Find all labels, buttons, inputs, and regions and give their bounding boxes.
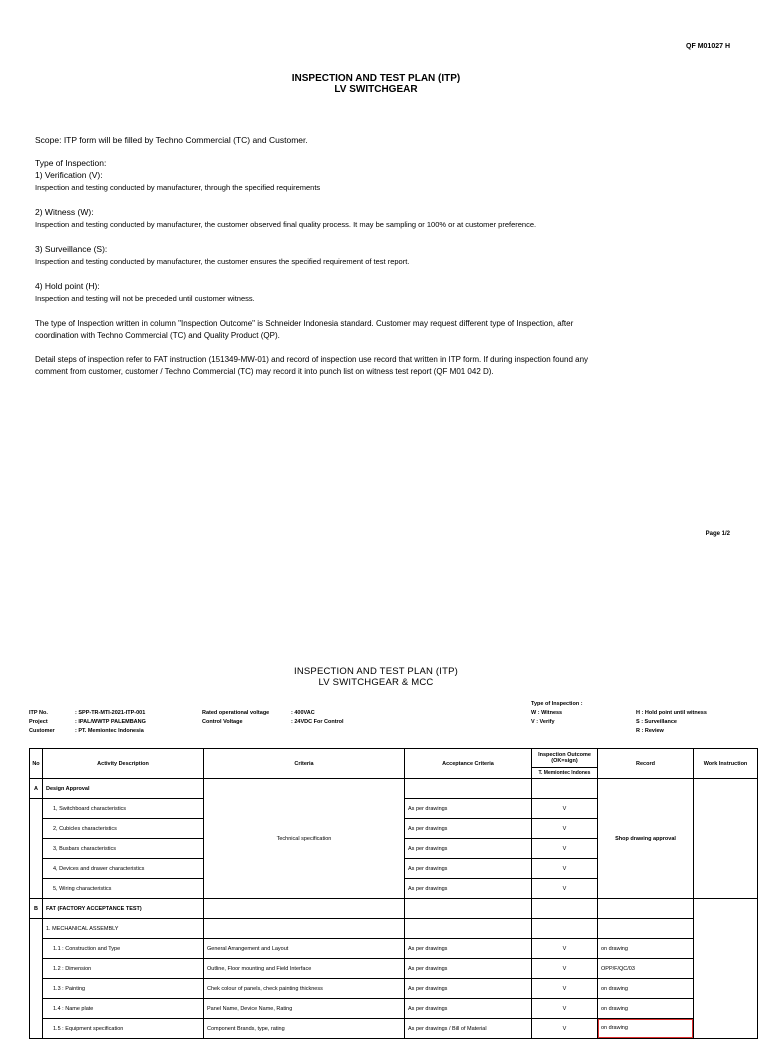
header-work: Work Instruction xyxy=(694,749,758,779)
itp-no-label: ITP No. xyxy=(29,710,48,716)
header-activity: Activity Description xyxy=(43,749,204,779)
note-1-line-2: coordination with Techno Commercial (TC) and Quality Product (QP). xyxy=(35,331,280,340)
note-2-line-2: comment from customer, customer / Techno Commercial (TC) may record it into punch list on witness test report (QF M01 042 D). xyxy=(35,367,494,376)
type-surveillance-text: Inspection and testing conducted by manufacturer, the customer ensures the specified requirement of test report. xyxy=(35,257,410,266)
header-criteria: Criteria xyxy=(204,749,405,779)
table-row xyxy=(30,1019,758,1039)
note-1-line-1: The type of Inspection written in column "Inspection Outcome" is Schneider Indonesia standard. Customer may request different type of Inspection, after xyxy=(35,319,574,328)
title-line-1: INSPECTION AND TEST PLAN (ITP) xyxy=(291,73,461,84)
empty-cell xyxy=(598,919,694,939)
page-title xyxy=(0,73,752,95)
page-number: Page 1/2 xyxy=(705,531,730,537)
title-line-2: LV SWITCHGEAR xyxy=(334,84,418,95)
table-row xyxy=(30,939,758,959)
header-acceptance: Acceptance Criteria xyxy=(405,749,532,779)
a-outcome: V xyxy=(532,839,598,859)
a-outcome: V xyxy=(532,859,598,879)
project-value: : IPAL/WWTP PALEMBANG xyxy=(75,719,146,725)
table-row xyxy=(30,919,758,939)
type-label: Type of Inspection : xyxy=(531,701,583,707)
legend-surveillance: S : Surveillance xyxy=(636,719,677,725)
a-activity: 3, Busbars characteristics xyxy=(43,839,204,859)
b-record: OPP/F/QC/03 xyxy=(598,959,694,979)
a-activity: 1, Switchboard characteristics xyxy=(43,799,204,819)
b-acceptance: As per drawings xyxy=(405,939,532,959)
empty-cell xyxy=(405,779,532,799)
type-hold-label: 4) Hold point (H): xyxy=(35,281,100,291)
type-witness-label: 2) Witness (W): xyxy=(35,207,94,217)
b-criteria: Chek colour of panels, check painting thickness xyxy=(204,979,405,999)
a-outcome: V xyxy=(532,879,598,899)
inspection-type-legend-2 xyxy=(636,709,707,736)
b-criteria: Outline, Floor mounting and Field Interface xyxy=(204,959,405,979)
itp-no-value: : SPP-TR-MTI-2021-ITP-001 xyxy=(75,710,146,716)
header-record: Record xyxy=(598,749,694,779)
b-acceptance: As per drawings xyxy=(405,959,532,979)
b-outcome: V xyxy=(532,939,598,959)
a-activity: 5, Wiring characteristics xyxy=(43,879,204,899)
b-outcome: V xyxy=(532,999,598,1019)
b-record: on drawing xyxy=(598,999,694,1019)
a-record: Shop drawing approval xyxy=(598,779,694,899)
empty-cell xyxy=(532,919,598,939)
legend-review: R : Review xyxy=(636,728,664,734)
b-criteria: Panel Name, Device Name, Rating xyxy=(204,999,405,1019)
meta-values xyxy=(75,709,146,736)
header-outcome xyxy=(532,749,598,779)
empty-cell xyxy=(405,919,532,939)
rated-voltage-value: : 400VAC xyxy=(291,710,315,716)
b-record: on drawing xyxy=(598,939,694,959)
empty-cell xyxy=(405,899,532,919)
section-b-no: B xyxy=(30,899,43,919)
type-heading: Type of Inspection: xyxy=(35,158,107,168)
document-number: QF M01027 H xyxy=(686,43,730,50)
type-witness-text: Inspection and testing conducted by manufacturer, the customer observed final quality process. It may be sampling or 100% or at customer preference. xyxy=(35,220,537,229)
page2-title-line-2: LV SWITCHGEAR & MCC xyxy=(318,677,434,688)
rated-voltage-label: Rated operational voltage xyxy=(202,710,270,716)
type-hold-text: Inspection and testing will not be preceded until customer witness. xyxy=(35,294,255,303)
inspection-type-legend xyxy=(531,700,583,727)
b-acceptance: As per drawings xyxy=(405,999,532,1019)
empty-cell xyxy=(532,899,598,919)
b-criteria: Component Brands, type, rating xyxy=(204,1019,405,1039)
section-b-title: FAT (FACTORY ACCEPTANCE TEST) xyxy=(43,899,204,919)
empty-cell xyxy=(30,919,43,1039)
header-outcome-sub: T. Memiontec Indones xyxy=(532,767,597,778)
type-surveillance-label: 3) Surveillance (S): xyxy=(35,244,108,254)
b-activity: 1.5 : Equipment specification xyxy=(43,1019,204,1039)
b-outcome: V xyxy=(532,979,598,999)
a-acceptance: As per drawings xyxy=(405,819,532,839)
section-a-row xyxy=(30,779,758,799)
table-row xyxy=(30,979,758,999)
legend-verify: V : Verify xyxy=(531,719,555,725)
meta-labels xyxy=(29,709,55,736)
type-verification-label: 1) Verification (V): xyxy=(35,170,103,180)
a-acceptance: As per drawings xyxy=(405,839,532,859)
voltage-values xyxy=(291,709,344,727)
empty-cell xyxy=(204,899,405,919)
a-outcome: V xyxy=(532,799,598,819)
a-criteria: Technical specification xyxy=(204,779,405,899)
empty-cell xyxy=(694,779,758,899)
itp-table xyxy=(29,748,758,1039)
empty-cell xyxy=(204,919,405,939)
a-activity: 4, Devices and drawer characteristics xyxy=(43,859,204,879)
b-activity: 1.1 : Construction and Type xyxy=(43,939,204,959)
type-verification-text: Inspection and testing conducted by manufacturer, through the specified requirements xyxy=(35,183,321,192)
b-acceptance: As per drawings / Bill of Material xyxy=(405,1019,532,1039)
b-acceptance: As per drawings xyxy=(405,979,532,999)
empty-cell xyxy=(598,899,694,919)
empty-cell xyxy=(694,899,758,1039)
section-b-row xyxy=(30,899,758,919)
control-voltage-value: : 24VDC For Control xyxy=(291,719,344,725)
a-acceptance: As per drawings xyxy=(405,879,532,899)
page2-title-line-1: INSPECTION AND TEST PLAN (ITP) xyxy=(293,666,458,677)
b-record-highlight: on drawing xyxy=(598,1019,693,1038)
voltage-labels xyxy=(202,709,269,727)
a-acceptance: As per drawings xyxy=(405,859,532,879)
empty-cell xyxy=(30,799,43,899)
page2-title xyxy=(0,666,752,688)
b-subsection: 1. MECHANICAL ASSEMBLY xyxy=(43,919,204,939)
legend-hold: H : Hold point until witness xyxy=(636,710,707,716)
control-voltage-label: Control Voltage xyxy=(202,719,243,725)
table-header xyxy=(30,749,758,779)
a-activity: 2, Cubicles characteristics xyxy=(43,819,204,839)
b-activity: 1.4 : Name plate xyxy=(43,999,204,1019)
b-outcome: V xyxy=(532,959,598,979)
customer-value: : PT. Memiontec Indonesia xyxy=(75,728,144,734)
note-2-line-1: Detail steps of inspection refer to FAT instruction (151349-MW-01) and record of inspection use record that written in ITP form. If during inspection found any xyxy=(35,355,589,364)
legend-witness: W : Witness xyxy=(531,710,563,716)
b-outcome: V xyxy=(532,1019,598,1039)
header-no: No xyxy=(30,749,43,779)
scope-text: Scope: ITP form will be filled by Techno Commercial (TC) and Customer. xyxy=(35,135,308,145)
empty-cell xyxy=(532,779,598,799)
b-record-cell xyxy=(598,1019,694,1039)
table-row xyxy=(30,999,758,1019)
b-activity: 1.2 : Dimension xyxy=(43,959,204,979)
a-outcome: V xyxy=(532,819,598,839)
table-row xyxy=(30,959,758,979)
b-record: on drawing xyxy=(598,979,694,999)
customer-label: Customer xyxy=(29,728,55,734)
section-a-title: Design Approval xyxy=(43,779,204,799)
b-activity: 1.3 : Painting xyxy=(43,979,204,999)
project-label: Project xyxy=(29,719,48,725)
b-criteria: General Arrangement and Layout xyxy=(204,939,405,959)
header-outcome-label: Inspection Outcome (OK=sign) xyxy=(538,752,591,764)
section-a-no: A xyxy=(30,779,43,799)
a-acceptance: As per drawings xyxy=(405,799,532,819)
